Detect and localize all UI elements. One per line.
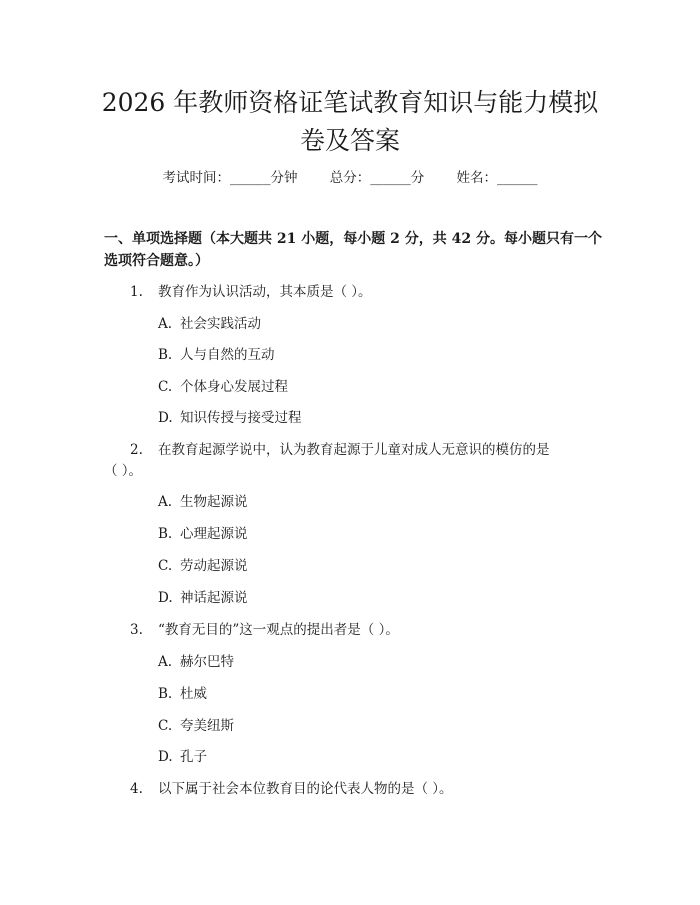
exam-title-line-1: 2026 年教师资格证笔试教育知识与能力模拟: [101, 88, 599, 117]
option-text: 心理起源说: [180, 526, 248, 542]
question-text: 以下属于社会本位教育目的论代表人物的是（ ）。: [158, 781, 453, 797]
exam-meta: [0, 168, 700, 188]
option-text: 神话起源说: [180, 590, 248, 606]
option-letter: D.: [158, 410, 173, 426]
question-3: [130, 620, 399, 640]
question-2: [130, 440, 550, 460]
question-3-option-b: [158, 684, 207, 704]
question-2-option-d: [158, 588, 248, 608]
question-2-option-a: [158, 492, 248, 512]
option-letter: D.: [158, 749, 173, 765]
option-text: 夸美纽斯: [180, 718, 234, 734]
question-1-option-a: [158, 314, 261, 334]
question-number: 3.: [130, 622, 143, 638]
question-1-option-b: [158, 345, 275, 365]
question-1-option-c: [158, 377, 288, 397]
total-score-field: 总分：______分: [329, 170, 425, 186]
option-letter: A.: [158, 654, 173, 670]
question-2-continuation: （ ）。: [104, 463, 143, 479]
question-4: [130, 779, 453, 799]
option-letter: C.: [158, 558, 173, 574]
question-1-option-d: [158, 408, 302, 428]
option-letter: B.: [158, 526, 173, 542]
question-number: 1.: [130, 284, 143, 300]
option-text: 劳动起源说: [180, 558, 248, 574]
option-text: 人与自然的互动: [180, 347, 275, 363]
question-1: [130, 282, 372, 302]
option-text: 杜威: [180, 686, 207, 702]
option-text: 生物起源说: [180, 494, 248, 510]
option-letter: C.: [158, 718, 173, 734]
option-letter: C.: [158, 379, 173, 395]
option-text: 个体身心发展过程: [180, 379, 288, 395]
option-letter: B.: [158, 686, 173, 702]
question-text: 教育作为认识活动，其本质是（ ）。: [158, 284, 372, 300]
question-number: 2.: [130, 442, 143, 458]
question-number: 4.: [130, 781, 143, 797]
option-letter: D.: [158, 590, 173, 606]
option-text: 孔子: [180, 749, 207, 765]
question-3-option-c: [158, 716, 234, 736]
option-letter: B.: [158, 347, 173, 363]
exam-title: [60, 84, 640, 160]
question-3-option-a: [158, 652, 234, 672]
question-3-option-d: [158, 747, 207, 767]
option-letter: A.: [158, 494, 173, 510]
question-2-option-c: [158, 556, 248, 576]
exam-title-line-2: 卷及答案: [299, 126, 400, 155]
exam-time-field: 考试时间：______分钟: [162, 170, 298, 186]
option-letter: A.: [158, 316, 173, 332]
section-heading: 一、单项选择题（本大题共 21 小题，每小题 2 分，共 42 分。每小题只有一个选项符合题意。）: [104, 231, 602, 269]
option-text: 知识传授与接受过程: [180, 410, 302, 426]
name-field: 姓名：______: [456, 170, 538, 186]
question-2-option-b: [158, 524, 248, 544]
question-text: 在教育起源学说中，认为教育起源于儿童对成人无意识的模仿的是: [158, 442, 550, 458]
option-text: 赫尔巴特: [180, 654, 234, 670]
question-text: “教育无目的”这一观点的提出者是（ ）。: [158, 622, 399, 638]
option-text: 社会实践活动: [180, 316, 261, 332]
